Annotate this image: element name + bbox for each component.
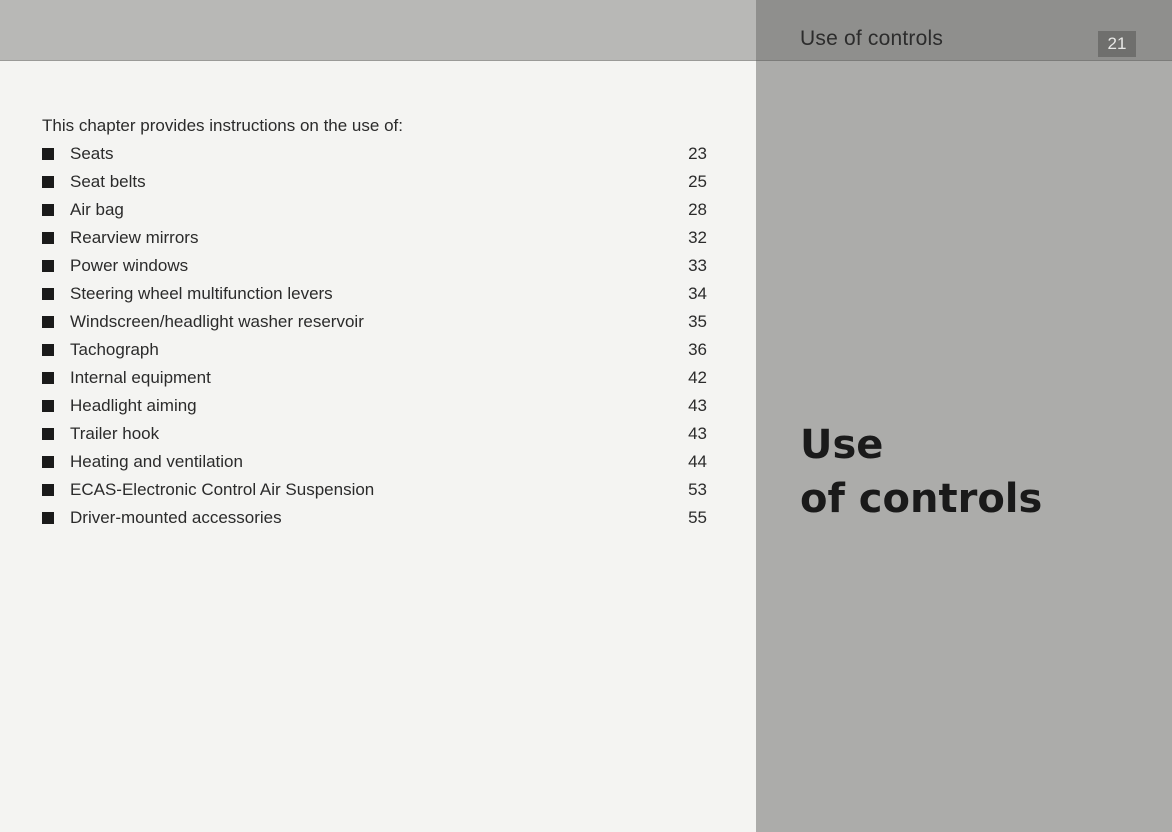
bullet-icon [42,176,54,188]
bullet-icon [42,400,54,412]
toc-page-number: 25 [688,172,707,191]
toc-label: Air bag [70,200,124,219]
bullet-icon [42,372,54,384]
toc-label: Driver-mounted accessories [70,508,282,527]
toc-label: Steering wheel multifunction levers [70,284,333,303]
toc-page-number: 32 [688,228,707,247]
bullet-icon [42,232,54,244]
toc-item-air-bag[interactable] [42,196,707,224]
toc-page-number: 53 [688,480,707,499]
bullet-icon [42,316,54,328]
toc-page-number: 44 [688,452,707,471]
toc-label: Tachograph [70,340,159,359]
bullet-icon [42,484,54,496]
toc-page-number: 43 [688,424,707,443]
bullet-icon [42,512,54,524]
toc-page-number: 34 [688,284,707,303]
bullet-icon [42,456,54,468]
toc-page-number: 55 [688,508,707,527]
toc-label: Windscreen/headlight washer reservoir [70,312,364,331]
toc-item-driver-accessories[interactable] [42,504,707,532]
toc-item-trailer-hook[interactable] [42,420,707,448]
toc-item-washer-reservoir[interactable] [42,308,707,336]
bullet-icon [42,260,54,272]
toc-label: Trailer hook [70,424,160,443]
toc-label: Internal equipment [70,368,211,387]
chapter-title [800,418,1042,526]
toc-item-seat-belts[interactable] [42,168,707,196]
chapter-panel [756,0,1172,832]
toc-page-number: 43 [688,396,707,415]
toc-label: Power windows [70,256,189,275]
toc-page-number: 28 [688,200,707,219]
toc-label: ECAS-Electronic Control Air Suspension [70,480,375,499]
toc-page-number: 42 [688,368,707,387]
toc-page-number: 23 [688,144,707,163]
toc-label: Heating and ventilation [70,452,243,471]
toc-item-tachograph[interactable] [42,336,707,364]
section-title: Use of controls [800,27,944,50]
toc-item-headlight-aiming[interactable] [42,392,707,420]
chapter-title-line-2: of controls [800,476,1043,522]
toc-label: Rearview mirrors [70,228,199,247]
toc-item-seats[interactable] [42,140,707,168]
toc-item-ecas[interactable] [42,476,707,504]
toc-label: Headlight aiming [70,396,197,415]
bullet-icon [42,204,54,216]
bullet-icon [42,428,54,440]
toc-label: Seat belts [70,172,146,191]
toc-item-steering-levers[interactable] [42,280,707,308]
table-of-contents [42,140,707,532]
toc-label: Seats [70,144,114,163]
toc-item-internal-equipment[interactable] [42,364,707,392]
page-number: 21 [1098,31,1136,57]
bullet-icon [42,344,54,356]
toc-page-number: 36 [688,340,707,359]
bullet-icon [42,148,54,160]
toc-page-number: 33 [688,256,707,275]
toc-item-power-windows[interactable] [42,252,707,280]
header-bar-left [0,0,756,61]
toc-page-number: 35 [688,312,707,331]
intro-text: This chapter provides instructions on the use of: [42,116,403,135]
bullet-icon [42,288,54,300]
toc-item-heating-ventilation[interactable] [42,448,707,476]
chapter-title-line-1: Use [800,422,884,468]
toc-item-rearview-mirrors[interactable] [42,224,707,252]
